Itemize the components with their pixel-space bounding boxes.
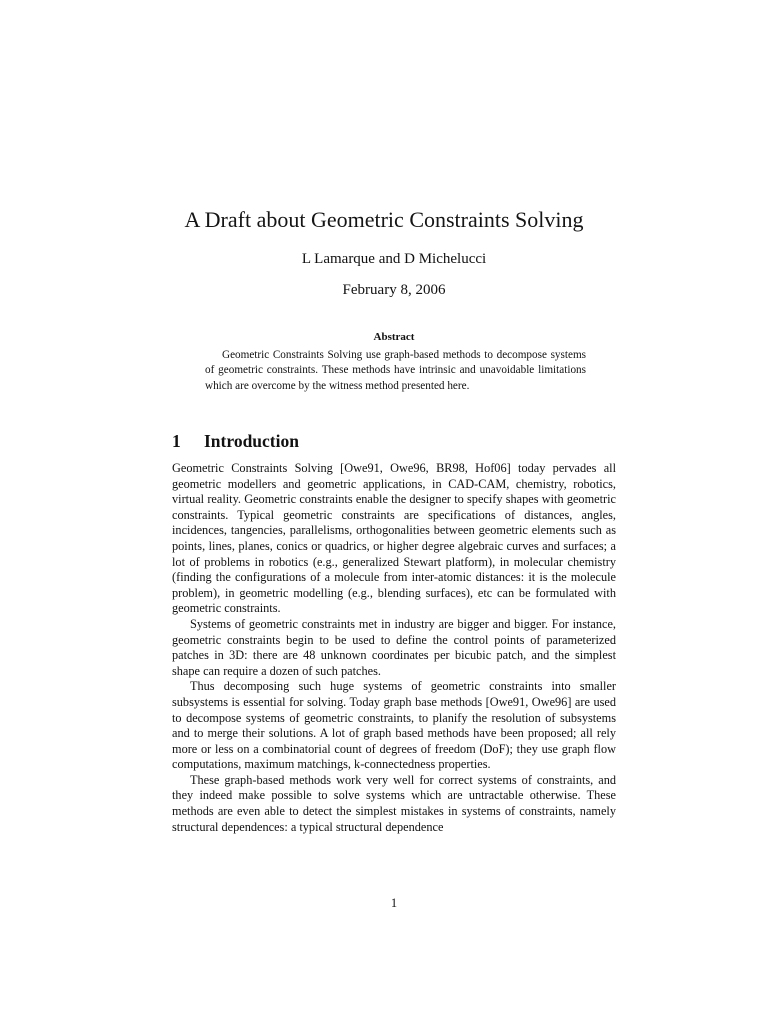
body-paragraph: Thus decomposing such huge systems of geometric constraints into smaller subsystems is essential for solving. Today graph base methods [Owe91, Owe96] are used to decompose systems of geometric constraints, to planify the resolution of subsystems and to merge their solutions. A lot of graph based methods have been proposed; all rely more or less on a combinatorial count of degrees of freedom (DoF); they use graph flow computations, maximum matchings, k-connectedness properties. [172,679,616,772]
section-heading [172,429,299,453]
body-paragraph: Systems of geometric constraints met in industry are bigger and bigger. For instance, geometric constraints begin to be used to define the control points of parameterized patches in 3D: there are 48 unknown coordinates per bicubic patch, and the simplest shape can require a dozen of such patches. [172,616,616,678]
page-number: 1 [390,896,398,910]
body-paragraph: These graph-based methods work very well for correct systems of constraints, and they indeed make possible to solve systems which are untractable otherwise. These methods are even able to detect the simplest mistakes in systems of constraints, namely structural dependences: a typical structural dependence [172,772,616,834]
section-number: 1 [172,431,181,451]
paper-title: A Draft about Geometric Constraints Solving [184,207,584,232]
abstract-text: Geometric Constraints Solving use graph-based methods to decompose systems of geometric constraints. These methods have intrinsic and unavoidable limitations which are overcome by the witness method presented here. [205,349,586,392]
paper-date: February 8, 2006 [342,282,446,298]
paper-authors: L Lamarque and D Michelucci [301,251,487,267]
section-body [172,461,616,835]
abstract-heading: Abstract [373,331,415,343]
body-paragraph: Geometric Constraints Solving [Owe91, Owe96, BR98, Hof06] today pervades all geometric modellers and geometric applications, in CAD-CAM, chemistry, robotics, virtual reality. Geometric constraints enable the designer to specify shapes with geometric constraints. Typical geometric constraints are specifications of distances, angles, incidences, tangencies, parallelisms, orthogonalities between geometric elements such as points, lines, planes, conics or quadrics, or higher degree algebraic curves and surfaces; a lot of problems in robotics (e.g., generalized Stewart platform), in molecular chemistry (finding the configurations of a molecule from inter-atomic distances: it is the molecule problem), in geometric modelling (e.g., blending surfaces), etc can be formulated with geometric constraints. [172,461,616,616]
section-title: Introduction [204,431,299,451]
